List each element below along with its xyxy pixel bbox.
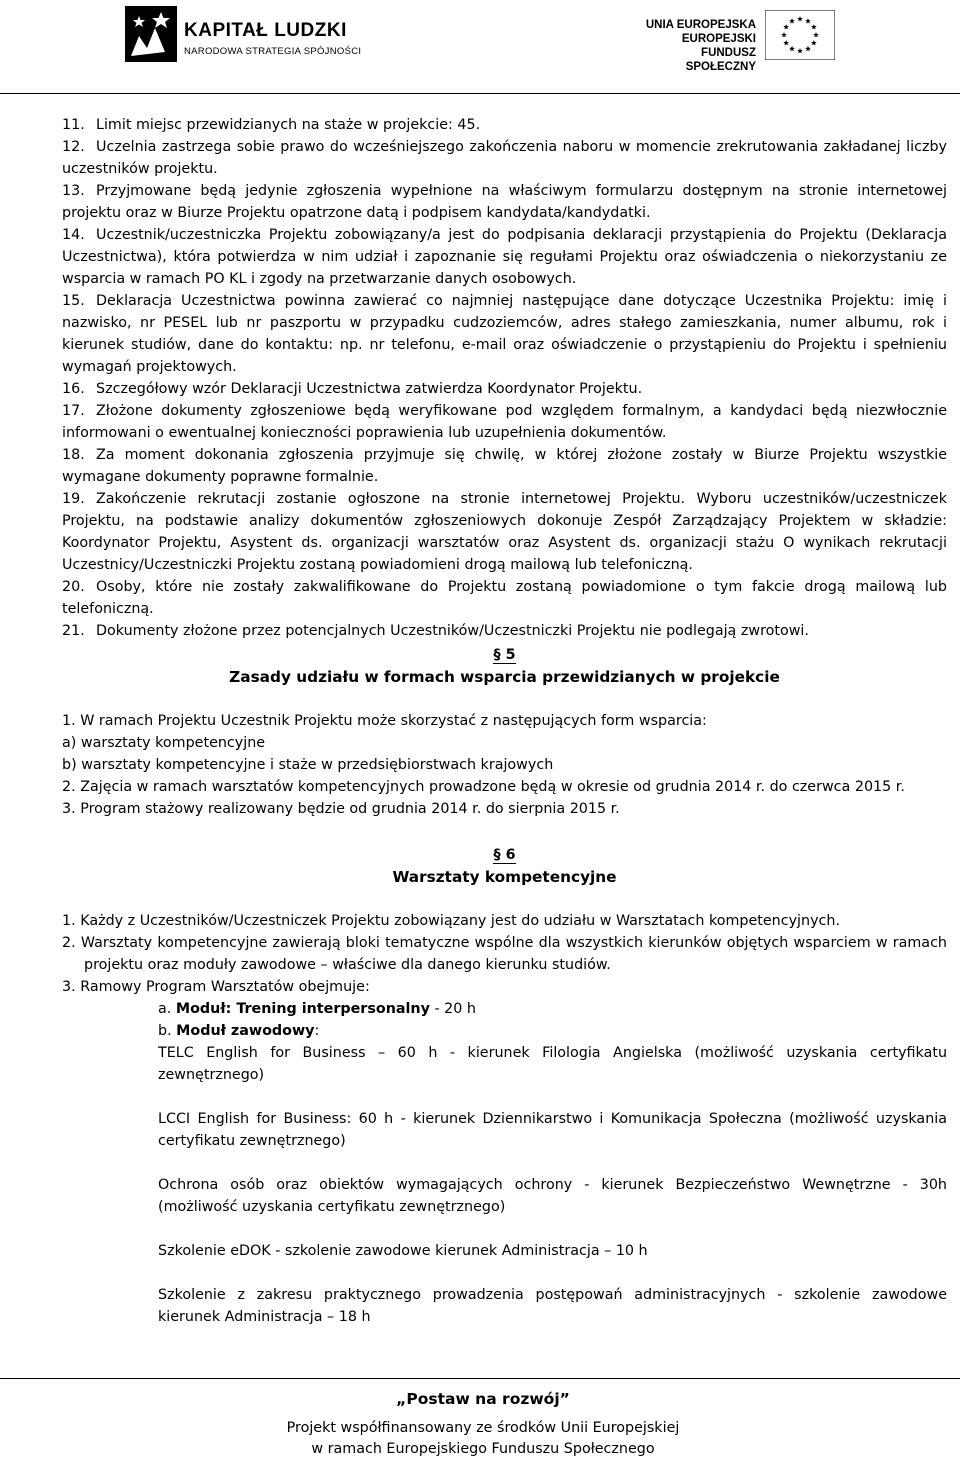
list-item: [62, 180, 947, 224]
item-number: 14.: [62, 227, 85, 243]
item-text: Osoby, które nie zostały zakwalifikowane do Projektu zostaną powiadomione o tym fakcie drogą mailową lub telefoniczną.: [62, 579, 947, 617]
footer-slogan: „Postaw na rozwój”: [396, 1390, 570, 1408]
eu-caption: [640, 18, 756, 74]
item-text: warsztaty kompetencyjne i staże w przedsiębiorstwach krajowych: [81, 757, 554, 773]
item-text: Za moment dokonania zgłoszenia przyjmuje się chwilę, w której złożone zostały w Biurze Projektu wszystkie wymagane dokumenty poprawne formalnie.: [62, 447, 947, 485]
item-number: b): [62, 757, 77, 773]
list-item: [62, 932, 947, 976]
course-item: LCCI English for Business: 60 h - kierunek Dziennikarstwo i Komunikacja Społeczna (możliwość uzyskania certyfikatu zewnętrznego): [158, 1111, 947, 1149]
item-number: 13.: [62, 183, 85, 199]
item-text: Zakończenie rekrutacji zostanie ogłoszone na stronie internetowej Projektu. Wyboru uczestników/uczestniczek Projektu, na podstawie analizy dokumentów zgłoszeniowych dokonuje Zespół Zarządzający Projektem w składzie: Koordynator Projektu, Asystent ds. organizacji warsztatów oraz Asystent ds. organizacji stażu O wynikach rekrutacji Uczestnicy/Uczestniczki Projektu zostaną powiadomieni drogą mailową lub telefoniczną.: [62, 491, 947, 573]
header-divider: [0, 93, 960, 94]
item-number: 3.: [62, 979, 76, 995]
list-item: [62, 114, 947, 136]
module-name: Moduł zawodowy: [176, 1023, 315, 1039]
list-item: [62, 732, 947, 754]
item-number: 15.: [62, 293, 85, 309]
course-item: Szkolenie z zakresu praktycznego prowadzenia postępowań administracyjnych - szkolenie zawodowe kierunek Administracja – 18 h: [158, 1287, 947, 1325]
item-text: W ramach Projektu Uczestnik Projektu może skorzystać z następujących form wsparcia:: [80, 713, 707, 729]
list-item: [62, 620, 947, 642]
module-letter: b.: [158, 1023, 172, 1039]
footer-divider: [0, 1378, 960, 1379]
item-text: warsztaty kompetencyjne: [80, 735, 266, 751]
section-title: Zasady udziału w formach wsparcia przewidzianych w projekcie: [229, 668, 780, 686]
list-item: [62, 710, 947, 732]
item-text: Zajęcia w ramach warsztatów kompetencyjnych prowadzone będą w okresie od grudnia 2014 r. do czerwca 2015 r.: [80, 779, 905, 795]
item-text: Dokumenty złożone przez potencjalnych Uczestników/Uczestniczki Projektu nie podlegają zwrotowi.: [96, 623, 809, 639]
module-detail: :: [314, 1023, 320, 1039]
module-letter: a.: [158, 1001, 172, 1017]
list-item: [62, 754, 947, 776]
item-number: 2.: [62, 935, 76, 951]
item-number: 11.: [62, 117, 85, 133]
item-number: a): [62, 735, 77, 751]
list-item: [62, 224, 947, 290]
kapital-ludzki-subtitle: NARODOWA STRATEGIA SPÓJNOŚCI: [184, 46, 362, 57]
list-item: [62, 136, 947, 180]
item-number: 17.: [62, 403, 85, 419]
item-number: 18.: [62, 447, 85, 463]
item-text: Złożone dokumenty zgłoszeniowe będą weryfikowane pod względem formalnym, a kandydaci będą niezwłocznie informowani o ewentualnej konieczności poprawienia lub uzupełnienia dokumentów.: [62, 403, 947, 441]
section-number-text: § 5: [493, 647, 516, 663]
module-b: [62, 1020, 947, 1042]
item-text: Uczestnik/uczestniczka Projektu zobowiązany/a jest do podpisania deklaracji przystąpienia do Projektu (Deklaracja Uczestnictwa), która potwierdza w nim udział i zapoznanie się regułami Projektu oraz oświadczenia o niekorzystaniu ze wsparcia w ramach PO KL i zgody na przetwarzanie danych osobowych.: [62, 227, 947, 287]
item-text: Limit miejsc przewidzianych na staże w projekcie: 45.: [96, 117, 481, 133]
list-item: [62, 910, 947, 932]
list-item: [62, 444, 947, 488]
list-item: [62, 798, 947, 820]
eu-flag-icon: [765, 10, 835, 60]
kapital-ludzki-logo-icon: [125, 6, 177, 62]
item-number: 16.: [62, 381, 85, 397]
course-item: Szkolenie eDOK - szkolenie zawodowe kierunek Administracja – 10 h: [158, 1243, 648, 1259]
item-text: Program stażowy realizowany będzie od grudnia 2014 r. do sierpnia 2015 r.: [80, 801, 620, 817]
page-header: [0, 0, 960, 100]
kapital-ludzki-title: KAPITAŁ LUDZKI: [184, 20, 347, 41]
course-item: Ochrona osób oraz obiektów wymagających ochrony - kierunek Bezpieczeństwo Wewnętrzne - 30h (możliwość uzyskania certyfikatu zewnętrznego): [158, 1177, 947, 1215]
item-number: 21.: [62, 623, 85, 639]
module-name: Moduł: Trening interpersonalny: [175, 1001, 430, 1017]
eu-caption-line: FUNDUSZ SPOŁECZNY: [685, 47, 756, 73]
item-number: 1.: [62, 713, 76, 729]
list-item: [62, 776, 947, 798]
document-body: [62, 114, 947, 1328]
footer-line: Projekt współfinansowany ze środków Unii Europejskiej: [286, 1420, 680, 1436]
page-footer: [0, 1378, 960, 1466]
list-item: [62, 576, 947, 620]
item-number: 19.: [62, 491, 85, 507]
item-number: 12.: [62, 139, 85, 155]
course-item: TELC English for Business – 60 h - kierunek Filologia Angielska (możliwość uzyskania certyfikatu zewnętrznego): [158, 1045, 947, 1083]
list-item: [62, 290, 947, 378]
item-number: 20.: [62, 579, 85, 595]
item-text: Każdy z Uczestników/Uczestniczek Projektu zobowiązany jest do udziału w Warsztatach kompetencyjnych.: [80, 913, 841, 929]
item-text: Przyjmowane będą jedynie zgłoszenia wypełnione na właściwym formularzu dostępnym na stronie internetowej projektu oraz w Biurze Projektu opatrzone datą i podpisem kandydata/kandydatki.: [62, 183, 947, 221]
section-number: [62, 844, 947, 866]
item-text: Deklaracja Uczestnictwa powinna zawierać co najmniej następujące dane dotyczące Uczestnika Projektu: imię i nazwisko, nr PESEL lub nr paszportu w przypadku cudzoziemców, adres stałego zamieszkania, numer albumu, rok i kierunek studiów, dane do kontaktu: np. nr telefonu, e-mail oraz oświadczenie o przystąpieniu do Projektu i spełnieniu wymagań projektowych.: [62, 293, 947, 375]
footer-line: w ramach Europejskiego Funduszu Społecznego: [311, 1441, 655, 1457]
item-text: Uczelnia zastrzega sobie prawo do wcześniejszego zakończenia naboru w momencie zrekrutowania zakładanej liczby uczestników projektu.: [62, 139, 947, 177]
list-item: [62, 976, 947, 998]
item-number: 2.: [62, 779, 76, 795]
item-number: 1.: [62, 913, 76, 929]
item-number: 3.: [62, 801, 76, 817]
eu-caption-line: EUROPEJSKI: [681, 33, 756, 45]
list-item: [62, 400, 947, 444]
section-title: Warsztaty kompetencyjne: [392, 868, 617, 886]
eu-caption-line: UNIA EUROPEJSKA: [645, 19, 756, 31]
module-detail: - 20 h: [429, 1001, 476, 1017]
item-text: Warsztaty kompetencyjne zawierają bloki tematyczne wspólne dla wszystkich kierunków objętych wsparciem w ramach projektu oraz moduły zawodowe – właściwe dla danego kierunku studiów.: [80, 935, 947, 973]
list-item: [62, 378, 947, 400]
section-number-text: § 6: [493, 847, 516, 863]
section-number: [62, 644, 947, 666]
list-item: [62, 488, 947, 576]
module-a: [62, 998, 947, 1020]
item-text: Ramowy Program Warsztatów obejmuje:: [80, 979, 370, 995]
item-text: Szczegółowy wzór Deklaracji Uczestnictwa zatwierdza Koordynator Projektu.: [96, 381, 643, 397]
